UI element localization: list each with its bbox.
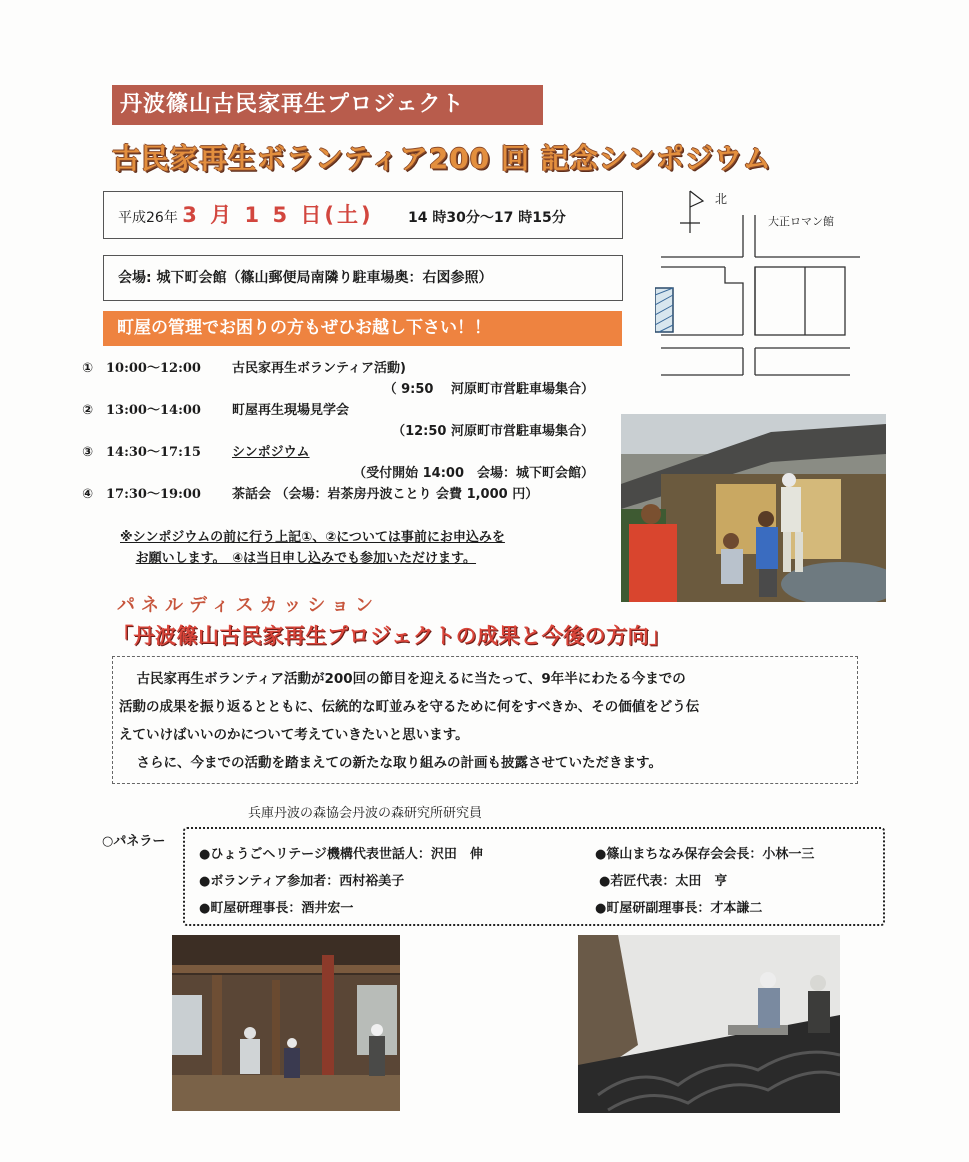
schedule-activity: シンポジウム: [232, 445, 310, 460]
desc-line-3: えていけばいいのかについて考えていきたいと思います。: [119, 727, 469, 743]
schedule-time: 13:00～14:00: [106, 403, 201, 418]
desc-line-2: 活動の成果を振り返るとともに、伝統的な町並みを守るために何をすべきか、その価値をどう伝: [119, 699, 700, 715]
schedule-num: ④: [82, 487, 94, 502]
schedule: [82, 358, 622, 505]
photo-roof-work: [578, 935, 840, 1113]
schedule-row-2: [82, 400, 622, 421]
schedule-time: 14:30～17:15: [106, 445, 201, 460]
project-banner: 丹波篠山古民家再生プロジェクト: [112, 85, 543, 125]
panelist-label: ○パネラー: [102, 834, 166, 849]
panelist-item: ●篠山まちなみ保存会会長：小林一三: [595, 847, 815, 862]
panel-heading: パネルディスカッション: [117, 595, 380, 616]
registration-note: [120, 527, 620, 569]
panelist-item: ●若匠代表：太田 亨: [599, 874, 728, 889]
schedule-activity: 古民家再生ボランティア活動): [232, 361, 406, 376]
landmark-label: 大正ロマン館: [768, 215, 834, 228]
date-main: 3 月 1 5 日(土): [182, 203, 374, 227]
schedule-sub: （12:50 河原町市営駐車場集合）: [392, 424, 594, 439]
schedule-sub-2: [82, 421, 622, 442]
panel-title: 「丹波篠山古民家再生プロジェクトの成果と今後の方向」: [112, 624, 671, 648]
date-era: 平成26年: [118, 210, 178, 226]
schedule-sub-3: [82, 463, 622, 484]
venue-box: 会場: 城下町会館（篠山郵便局南隣り駐車場奥：右図参照）: [103, 255, 623, 301]
schedule-activity: 茶話会 （会場：岩茶房丹波ことり 会費 1,000 円）: [232, 487, 539, 502]
event-time: 14 時30分～17 時15分: [408, 210, 566, 226]
schedule-sub-1: [82, 379, 622, 400]
schedule-row-1: [82, 358, 622, 379]
photo-interior-work: [172, 935, 400, 1111]
schedule-sub: （受付開始 14:00 会場：城下町会館）: [353, 466, 594, 481]
venue-marker: [655, 288, 673, 332]
panelist-item: ●ボランティア参加者：西村裕美子: [199, 874, 405, 889]
panelist-item: ●町屋研理事長：酒井宏一: [199, 901, 354, 916]
schedule-time: 10:00～12:00: [106, 361, 201, 376]
schedule-row-4: [82, 484, 622, 505]
north-arrow-icon: [680, 191, 703, 233]
panel-description: [112, 656, 858, 784]
main-title: 古民家再生ボランティア200 回 記念シンポジウム: [112, 142, 772, 175]
note-line-2: お願いします。 ④は当日申し込みでも参加いただけます。: [135, 551, 477, 566]
panelist-item: ●ひょうごヘリテージ機構代表世話人：沢田 伸: [199, 847, 483, 862]
schedule-activity: 町屋再生現場見学会: [232, 403, 350, 418]
photo-house-workers: [621, 414, 886, 602]
schedule-time: 17:30～19:00: [106, 487, 201, 502]
road-lines: [661, 215, 860, 375]
panelist-item: ●町屋研副理事長：才本謙二: [595, 901, 763, 916]
schedule-num: ①: [82, 361, 94, 376]
location-map: [655, 185, 865, 385]
schedule-num: ②: [82, 403, 94, 418]
schedule-num: ③: [82, 445, 94, 460]
desc-line-4: さらに、今までの活動を踏まえての新たな取り組みの計画も披露させていただきます。: [136, 755, 662, 771]
schedule-sub: （ 9:50 河原町市営駐車場集合）: [383, 382, 594, 397]
desc-line-1: 古民家再生ボランティア活動が200回の節目を迎えるに当たって、9年半にわたる今までの: [136, 671, 686, 687]
notice-banner: 町屋の管理でお困りの方もぜひお越し下さい！！: [103, 311, 622, 346]
note-line-1: ※シンポジウムの前に行う上記①、②については事前にお申込みを: [120, 530, 505, 545]
date-box: [103, 191, 623, 239]
panelist-box: [183, 827, 885, 926]
north-label: 北: [715, 192, 728, 206]
researcher-affiliation: 兵庫丹波の森協会丹波の森研究所研究員: [248, 806, 483, 821]
schedule-row-3: [82, 442, 622, 463]
